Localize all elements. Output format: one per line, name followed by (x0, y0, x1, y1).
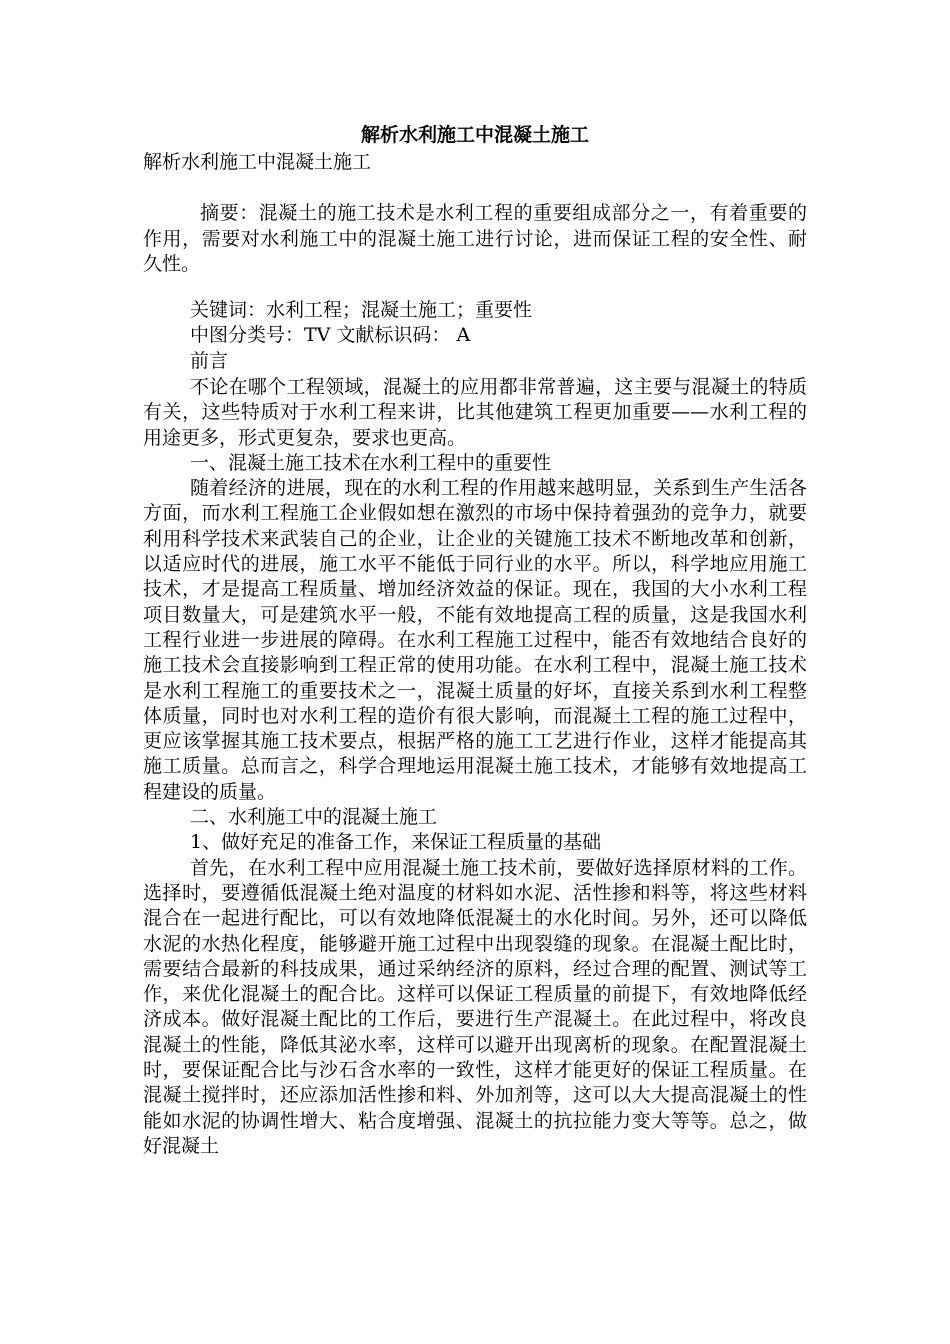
document-title: 解析水利施工中混凝土施工 (360, 124, 589, 146)
section-2-heading: 二、水利施工中的混凝土施工 (190, 806, 438, 829)
preface-heading: 前言 (190, 349, 229, 372)
section-1-heading: 一、混凝土施工技术在水利工程中的重要性 (190, 451, 552, 474)
abstract-paragraph: 摘要：混凝土的施工技术是水利工程的重要组成部分之一，有着重要的作用，需要对水利施工中的混凝土施工进行讨论，进而保证工程的安全性、耐久性。 (143, 202, 807, 275)
section-1-paragraph: 随着经济的进展，现在的水利工程的作用越来越明显，关系到生产生活各方面，而水利工程施工企业假如想在激烈的市场中保持着强劲的竞争力，就要利用科学技术来武装自己的企业，让企业的关键施工技术不断地改革和创新，以适应时代的进展，施工水平不能低于同行业的水平。所以，科学地应用施工技术，才是提高工程质量、增加经济效益的保证。现在，我国的大小水利工程项目数量大，可是建筑水平一般，不能有效地提高工程的质量，这是我国水利工程行业进一步进展的障碍。在水利工程施工过程中，能否有效地结合良好的施工技术会直接影响到工程正常的使用功能。在水利工程中，混凝土施工技术是水利工程施工的重要技术之一，混凝土质量的好坏，直接关系到水利工程整体质量，同时也对水利工程的造价有很大影响，而混凝土工程的施工过程中，更应该掌握其施工技术要点，根据严格的施工工艺进行作业，这样才能提高其施工质量。总而言之，科学合理地运用混凝土施工技术，才能够有效地提高工程建设的质量。 (143, 477, 807, 803)
body-text (143, 375, 807, 1159)
classification-line: 中图分类号：TV 文献标识码： A (190, 324, 471, 347)
subsection-1-heading: 1、做好充足的准备工作，来保证工程质量的基础 (190, 831, 602, 854)
document-subtitle: 解析水利施工中混凝土施工 (143, 151, 372, 173)
keywords-line: 关键词：水利工程；混凝土施工；重要性 (190, 299, 533, 321)
metadata-block (143, 298, 807, 374)
preface-paragraph: 不论在哪个工程领域，混凝土的应用都非常普遍，这主要与混凝土的特质有关，这些特质对于水利工程来讲，比其他建筑工程更加重要——水利工程的用途更多，形式更复杂，要求也更高。 (143, 376, 807, 449)
subsection-1-paragraph: 首先，在水利工程中应用混凝土施工技术前，要做好选择原材料的工作。选择时，要遵循低混凝土绝对温度的材料如水泥、活性掺和料等，将这些材料混合在一起进行配比，可以有效地降低混凝土的水化时间。另外，还可以降低水泥的水热化程度，能够避开施工过程中出现裂缝的现象。在混凝土配比时，需要结合最新的科技成果，通过采纳经济的原料，经过合理的配置、测试等工作，来优化混凝土的配合比。这样可以保证工程质量的前提下，有效地降低经济成本。做好混凝土配比的工作后，要进行生产混凝土。在此过程中，将改良混凝土的性能，降低其泌水率，这样可以避开出现离析的现象。在配置混凝土时，要保证配合比与沙石含水率的一致性，这样才能更好的保证工程质量。在混凝土搅拌时，还应添加活性掺和料、外加剂等，这可以大大提高混凝土的性能如水泥的协调性增大、粘合度增强、混凝土的抗拉能力变大等等。总之，做好混凝土 (143, 856, 807, 1157)
